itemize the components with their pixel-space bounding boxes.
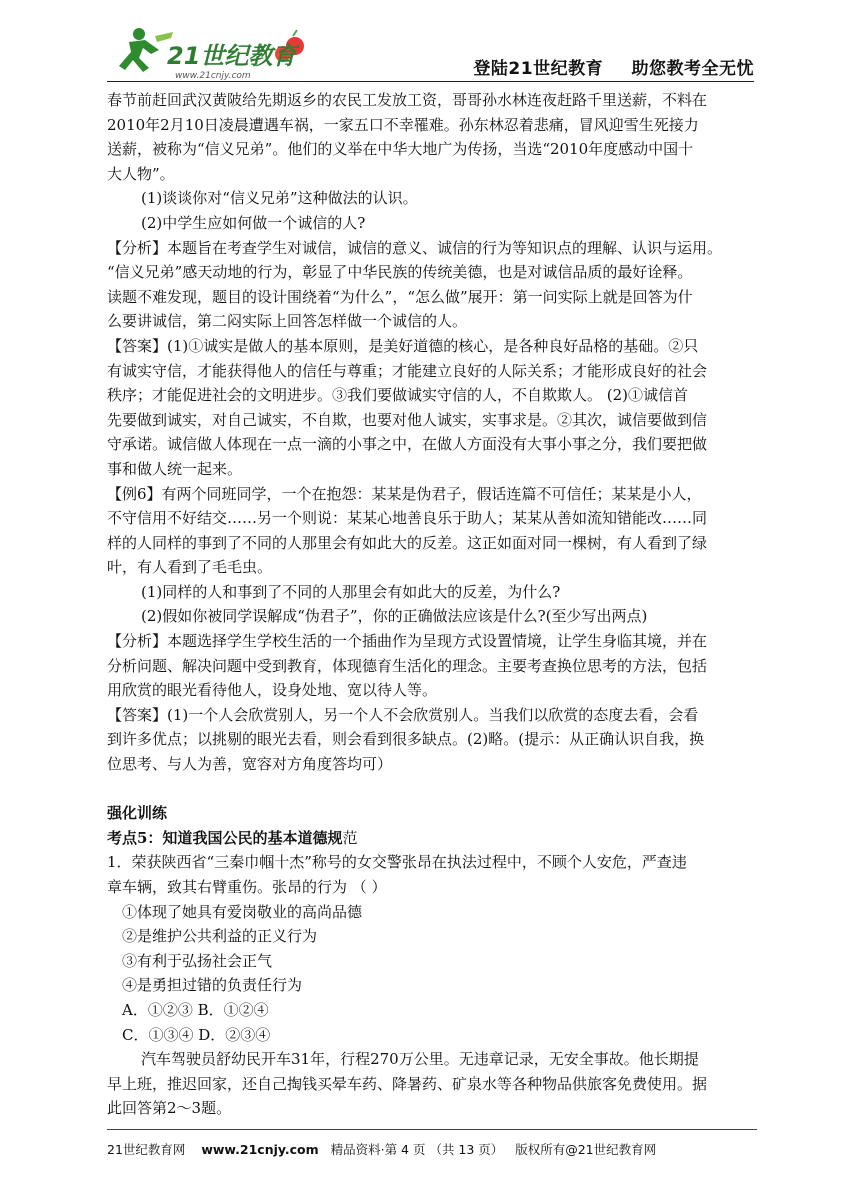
text-line: 春节前赶回武汉黄陂给先期返乡的农民工发放工资，哥哥孙水林连夜赶路千里送薪，不料在 <box>107 91 708 109</box>
page-header <box>107 18 754 84</box>
text-line: 秩序；才能促进社会的文明进步。③我们要做诚实守信的人，不自欺欺人。 (2)①诚信首 <box>107 386 689 405</box>
site-logo[interactable] <box>115 24 305 82</box>
example-line: 【例6】有两个同班同学，一个在抱怨：某某是伪君子，假话连篇不可信任；某某是小人， <box>107 484 702 503</box>
text-line: 叶，有人看到了毛毛虫。 <box>107 558 273 577</box>
footer-page-info: 精品资料·第 4 页 （共 13 页） <box>330 1142 504 1157</box>
text-line: 事和做人统一起来。 <box>107 459 243 478</box>
text-line: 么要讲诚信，第二闷实际上回答怎样做一个诚信的人。 <box>107 312 468 331</box>
analysis-line: 【分析】本题旨在考查学生对诚信，诚信的意义、诚信的行为等知识点的理解、认识与运用。 <box>107 238 723 257</box>
text-line: 大人物”。 <box>107 164 175 183</box>
slogan-tagline: 助您教考全无忧 <box>631 59 754 79</box>
spacer <box>107 777 757 802</box>
footer-url[interactable]: www.21cnjy.com <box>201 1142 319 1157</box>
text-line: 用欣赏的眼光看待他人，设身处地、宽以待人等。 <box>107 681 438 700</box>
topic-heading-bold: 考点5：知道我国公民的基本道德规 <box>107 828 343 847</box>
question-item: (1)谈谈你对“信义兄弟”这种做法的认识。 <box>141 189 418 208</box>
text-line: 章车辆，致其右臂重伤。张昂的行为 （ ） <box>107 878 387 896</box>
text-line: 守承诺。诚信做人体现在一点一滴的小事之中，在做人方面没有大事小事之分，我们要把做 <box>107 435 708 454</box>
header-divider <box>107 81 754 82</box>
material-line: 汽车驾驶员舒幼民开车31年，行程270万公里。无违章记录，无安全事故。他长期提 <box>141 1050 699 1069</box>
answer-choices: A．①②③ B．①②④ <box>122 1000 269 1019</box>
text-line: “信义兄弟”感天动地的行为，彰显了中华民族的传统美德，也是对诚信品质的最好诠释。 <box>107 263 693 282</box>
question-item: (2)中学生应如何做一个诚信的人? <box>141 213 366 232</box>
section-heading: 强化训练 <box>107 804 168 823</box>
question-item: (2)假如你被同学误解成“伪君子”，你的正确做法应该是什么?(至少写出两点) <box>141 607 648 626</box>
text-line: 读题不难发现，题目的设计围绕着“为什么”，“怎么做”展开：第一问实际上就是回答为什 <box>107 287 693 306</box>
text-line: 早上班，推迟回家，还自己掏钱买晕车药、降暑药、矿泉水等各种物品供旅客免费使用。据 <box>107 1074 708 1093</box>
option-statement: ①体现了她具有爱岗敬业的高尚品德 <box>122 902 363 921</box>
footer-divider <box>107 1129 757 1130</box>
text-line: 分析问题、解决问题中受到教育，体现德育生活化的理念。主要考查换位思考的方法，包括 <box>107 656 708 675</box>
logo-text: 21世纪教育 <box>167 42 297 70</box>
text-line: 到许多优点；以挑剔的眼光去看，则会看到很多缺点。(2)略。(提示：从正确认识自我，换 <box>107 730 705 749</box>
text-line: 位思考、与人为善，宽容对方角度答均可） <box>107 755 393 774</box>
text-line: 不守信用不好结交……另一个则说：某某心地善良乐于助人；某某从善如流知错能改……同 <box>107 509 708 528</box>
topic-heading-tail: 范 <box>342 828 358 847</box>
text-line: 有诚实守信，才能获得他人的信任与尊重；才能建立良好的人际关系；才能形成良好的社会 <box>107 361 708 380</box>
text-line: 2010年2月10日凌晨遭遇车祸，一家五口不幸罹难。孙东林忍着悲痛，冒风迎雪生死接力 <box>107 115 699 134</box>
text-line: 送薪，被称为“信义兄弟”。他们的义举在中华大地广为传扬，当选“2010年度感动中国十 <box>107 140 694 159</box>
answer-line: 【答案】(1)一个人会欣赏别人，另一个人不会欣赏别人。当我们以欣赏的态度去看，会看 <box>107 705 699 724</box>
topic-heading <box>107 826 757 851</box>
text-line: 此回答第2～3题。 <box>107 1099 232 1118</box>
header-slogan <box>451 54 754 79</box>
logo-graphic <box>115 24 305 82</box>
logo-url: www.21cnjy.com <box>175 71 251 81</box>
page-footer <box>107 1140 757 1158</box>
option-statement: ④是勇担过错的负责任行为 <box>122 976 303 995</box>
option-statement: ③有利于弘扬社会正气 <box>122 951 273 970</box>
question-1: 1．荣获陕西省“三秦巾帼十杰”称号的女交警张昂在执法过程中，不顾个人安危，严查违 <box>107 853 687 872</box>
answer-line: 【答案】(1)①诚实是做人的基本原则，是美好道德的核心，是各种良好品格的基础。②只 <box>107 336 699 355</box>
document-body <box>107 88 757 1121</box>
question-item: (1)同样的人和事到了不同的人那里会有如此大的反差，为什么? <box>141 582 561 601</box>
text-line: 样的人同样的事到了不同的人那里会有如此大的反差。这正如面对同一棵树，有人看到了绿 <box>107 533 708 552</box>
footer-site: 21世纪教育网 <box>107 1142 186 1157</box>
option-statement: ②是维护公共利益的正义行为 <box>122 927 318 946</box>
slogan-login[interactable]: 登陆21世纪教育 <box>473 59 604 79</box>
analysis-line: 【分析】本题选择学生学校生活的一个插曲作为呈现方式设置情境，让学生身临其境，并在 <box>107 632 708 651</box>
answer-choices: C．①③④ D．②③④ <box>122 1025 271 1044</box>
footer-copyright: 版权所有@21世纪教育网 <box>515 1142 657 1157</box>
text-line: 先要做到诚实，对自己诚实，不自欺，也要对他人诚实，实事求是。②其次，诚信要做到信 <box>107 410 708 429</box>
